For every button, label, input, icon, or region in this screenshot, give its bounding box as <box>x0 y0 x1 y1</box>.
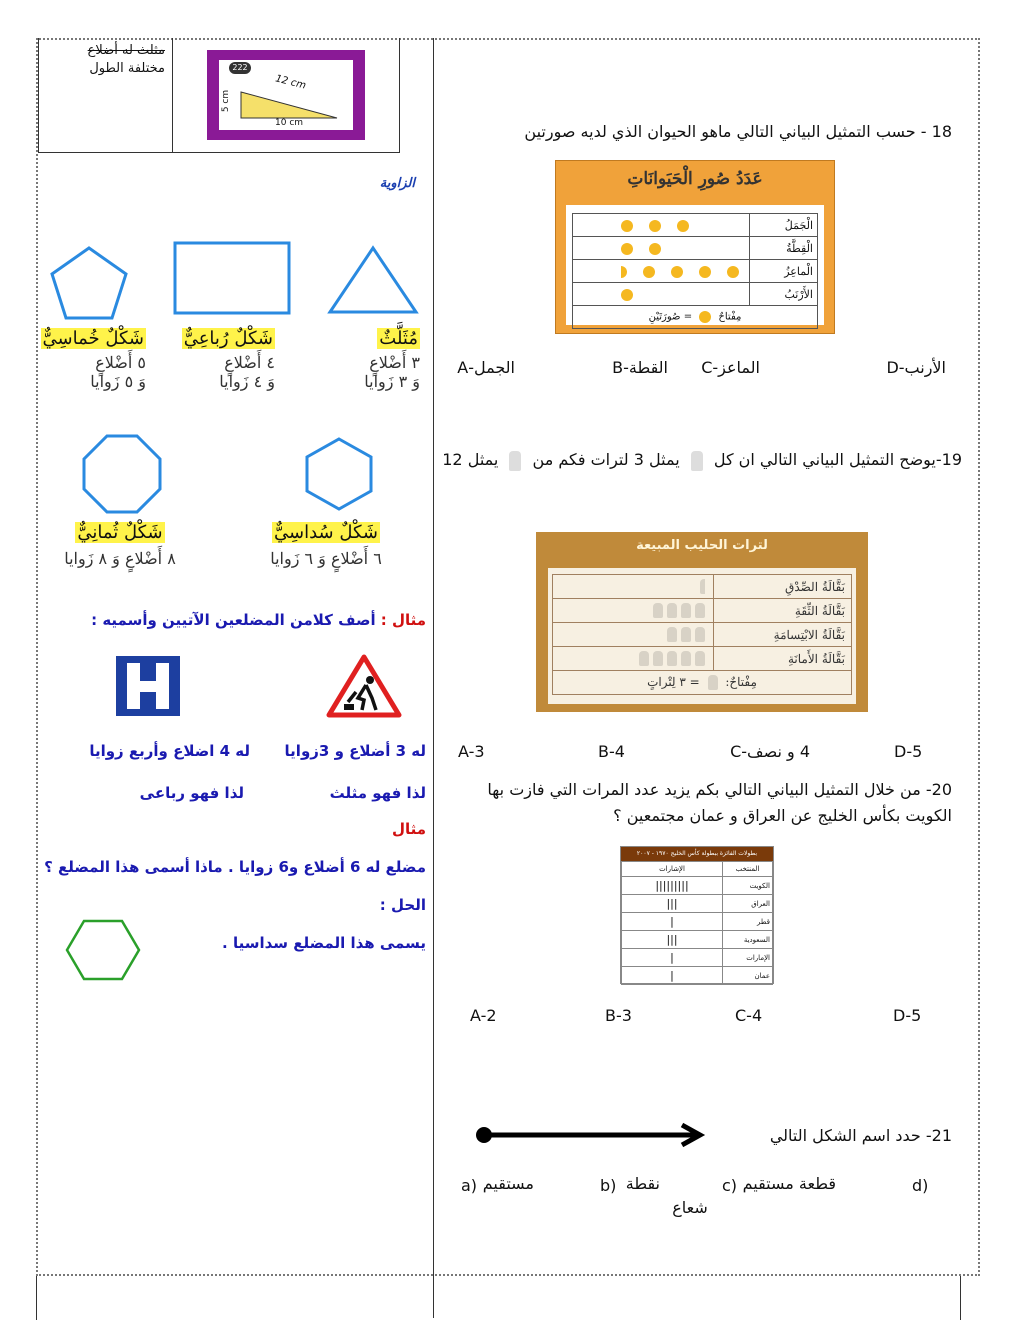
triangle-label-line1: مثلث له أضلاع <box>87 43 165 58</box>
shape-quad-sides: ٤ أَضْلاعٍ <box>224 353 275 372</box>
smiley-icon <box>621 289 633 301</box>
q19-row <box>553 575 852 599</box>
q20-table-title: بطولات الفائزة ببطولة كأس الخليج ١٩٧٠ - ٢٠٠٧ <box>621 847 773 861</box>
side-base-label: 10 cm <box>275 118 304 128</box>
q19-key-label: مِفْتاحٌ: <box>721 675 757 689</box>
side-hyp-label: 12 cm <box>274 73 308 92</box>
q21-option-c[interactable]: قطعة مستقيم <box>742 1174 836 1193</box>
milk-bottle-icon <box>639 651 649 666</box>
triangle-definition-box <box>38 38 400 153</box>
triangle-icon <box>326 244 420 316</box>
q19-row-label: بَقَّالَةُ الابْتِسامَةِ <box>714 623 852 647</box>
milk-bottle-icon <box>681 603 691 618</box>
q18-row <box>573 283 818 306</box>
angle-heading: الزاوية <box>379 176 415 191</box>
desc-triangle: له 3 أضلاع و 3زوايا <box>284 742 426 760</box>
shape-hex-text <box>258 522 394 568</box>
q19-key-value: = ٣ لِتْراتٍ <box>647 675 704 689</box>
shape-triangle-text <box>300 328 420 391</box>
q18-row <box>573 214 818 237</box>
q19-text-a: 19-يوضح التمثيل البياني التالي ان كل <box>713 450 962 469</box>
milk-bottle-icon <box>695 651 705 666</box>
q19-row-label: بَقَّالَةُ الأَمانَةِ <box>714 647 852 671</box>
milk-bottle-icon <box>667 627 677 642</box>
q19-row <box>553 623 852 647</box>
q18-key-row <box>573 306 818 329</box>
hospital-sign-icon <box>116 656 180 716</box>
half-milk-bottle-icon <box>700 579 705 594</box>
concl-triangle: لذا فهو مثلث <box>329 784 426 802</box>
q21-option-a-letter[interactable]: a) <box>461 1176 478 1195</box>
q18-key-value: = صُورَتَيْنِ <box>648 311 696 323</box>
milk-bottle-icon <box>708 675 718 690</box>
q20-tally-table <box>620 846 774 984</box>
concl-square: لذا فهو رباعى <box>139 784 244 802</box>
octagon-icon <box>80 432 164 516</box>
q21-option-a[interactable]: مستقيم <box>482 1174 534 1193</box>
q19-option-b[interactable]: B-4 <box>598 742 625 761</box>
q19-key-row <box>553 671 852 695</box>
shape-oct-text <box>50 522 190 568</box>
triangle-label <box>40 42 165 78</box>
shape-pent-text <box>38 328 146 391</box>
solution-text: يسمى هذا المضلع سداسيا . <box>222 934 426 952</box>
column-divider <box>433 38 434 1318</box>
q20-option-a[interactable]: A-2 <box>470 1006 497 1025</box>
smiley-icon <box>649 220 661 232</box>
desc-square: له 4 اضلاع وأربع زوايا <box>89 742 250 760</box>
ray-figure <box>474 1120 714 1150</box>
q20-tally: ||| <box>622 931 723 949</box>
rectangle-icon <box>172 240 292 316</box>
q20-country: الإمارات <box>723 949 773 967</box>
milk-bottle-icon <box>653 603 663 618</box>
milk-bottle-icon <box>691 451 703 471</box>
shape-triangle-sides: ٣ أَضْلاعٍ <box>369 353 420 372</box>
pentagon-icon <box>48 244 130 322</box>
q19-text-b: يمثل 3 لترات فكم من <box>532 450 680 469</box>
scalene-triangle-image <box>207 50 365 140</box>
q20-tally: | <box>622 949 723 967</box>
example2-text: مضلع له 6 أضلاع و6 زوايا . ماذا أسمى هذا المضلع ؟ <box>44 858 426 876</box>
triangle-label-line2: مختلفة الطول <box>89 61 165 76</box>
milk-bottle-icon <box>695 627 705 642</box>
q20-tally: ||||||||| <box>622 877 723 895</box>
q20-country: العراق <box>723 895 773 913</box>
q19-row <box>553 599 852 623</box>
milk-bottle-icon <box>667 603 677 618</box>
shape-hex-name: شَكْلٌ سُداسِيٌّ <box>274 522 378 543</box>
smiley-icon <box>621 220 633 232</box>
q19-row-label: بَقَّالَةُ الصِّدْقِ <box>714 575 852 599</box>
q18-option-d[interactable]: الأرنب-D <box>886 358 946 377</box>
q18-option-c[interactable]: الماعز-C <box>701 358 760 377</box>
q20-country: الكويت <box>723 877 773 895</box>
q21-text: 21- حدد اسم الشكل التالي <box>769 1126 952 1145</box>
q18-option-b[interactable]: القطة-B <box>612 358 668 377</box>
bottom-left-rule <box>36 1276 37 1320</box>
q20-tally: | <box>622 913 723 931</box>
q20-row <box>622 913 773 931</box>
example1-text: أصف كلامن المضلعين الآتيين وأسميه : <box>91 611 376 629</box>
q21-option-d[interactable]: شعاع <box>672 1198 708 1217</box>
q20-option-c[interactable]: C-4 <box>735 1006 763 1025</box>
q20-col-wins: الإشارات <box>622 862 723 877</box>
q18-option-a[interactable]: الجمل-A <box>457 358 515 377</box>
smiley-icon <box>727 266 739 278</box>
q20-tally: ||| <box>622 895 723 913</box>
shape-pent-sides: ٥ أَضْلاعٍ <box>95 353 146 372</box>
smiley-icon <box>677 220 689 232</box>
half-smiley-icon <box>621 266 627 278</box>
q19-row <box>553 647 852 671</box>
smiley-icon <box>621 243 633 255</box>
q21-option-b[interactable]: نقطة <box>625 1174 660 1193</box>
q20-header-row <box>622 862 773 877</box>
q20-row <box>622 949 773 967</box>
q19-pictograph-table <box>552 574 852 695</box>
milk-bottle-icon <box>509 451 521 471</box>
smiley-icon <box>699 266 711 278</box>
hexagon-icon <box>304 436 374 512</box>
q20-col-country: المنتخب <box>723 862 773 877</box>
q18-row <box>573 260 818 283</box>
shape-pent-angles: وَ ٥ زَوايا <box>90 372 146 391</box>
badge: 222 <box>229 62 251 74</box>
q19-row-label: بَقَّالَةُ الثِّقَةِ <box>714 599 852 623</box>
q21-option-d-letter[interactable]: d) <box>912 1176 929 1195</box>
milk-bottle-icon <box>695 603 705 618</box>
q19-text <box>432 450 962 471</box>
q20-option-d[interactable]: D-5 <box>893 1006 922 1025</box>
q19-pictograph <box>536 532 868 712</box>
shape-triangle-name: مُثَلَّثٌ <box>379 328 418 349</box>
shape-triangle-angles: وَ ٣ زَوايا <box>364 372 420 391</box>
side-height-label: 5 cm <box>221 89 232 113</box>
q18-chart-title: عَدَدُ صُورِ الْحَيَوانَاتِ <box>627 169 763 189</box>
shape-oct-sides: ٨ أَضْلاعٍ وَ ٨ زَوايا <box>64 549 176 568</box>
q18-row-label: الْجَمَلُ <box>750 214 818 237</box>
q20-text-line2: الكويت بكأس الخليج عن العراق و عمان مجتمعين ؟ <box>613 806 952 825</box>
q20-country: السعودية <box>723 931 773 949</box>
smiley-icon <box>671 266 683 278</box>
q20-row <box>622 877 773 895</box>
q21-option-c-letter[interactable]: c) <box>722 1176 738 1195</box>
smiley-icon <box>699 311 711 323</box>
example1-label: مثال : <box>380 611 426 629</box>
shape-pent-name: شَكْلٌ خُماسِيٌّ <box>42 328 144 349</box>
q20-row <box>622 895 773 913</box>
q20-table-body <box>621 861 773 985</box>
green-hexagon-icon <box>64 918 142 982</box>
q19-option-c[interactable]: 4 و نصف-C <box>730 742 810 761</box>
q20-row <box>622 967 773 985</box>
milk-bottle-icon <box>681 627 691 642</box>
q18-row-label: الأَرْنَبُ <box>750 283 818 306</box>
solution-label: الحل : <box>379 896 426 914</box>
q18-key-label: مِفْتاحٌ <box>715 311 742 323</box>
q19-text-c: يمثل 12 <box>442 450 499 469</box>
shape-quad-name: شَكْلٌ رُباعِيٌّ <box>183 328 273 349</box>
q18-pictograph-table <box>572 213 818 329</box>
example2-label: مثال <box>391 820 426 838</box>
q18-pictograph <box>555 160 835 334</box>
q20-country: قطر <box>723 913 773 931</box>
shape-oct-name: شَكْلٌ ثُمانِيٌّ <box>77 522 163 543</box>
milk-bottle-icon <box>653 651 663 666</box>
q20-option-b[interactable]: B-3 <box>605 1006 632 1025</box>
milk-bottle-icon <box>681 651 691 666</box>
q20-tally: | <box>622 967 723 985</box>
milk-bottle-icon <box>667 651 677 666</box>
example1-line <box>60 610 426 629</box>
q21-option-b-letter[interactable]: b) <box>600 1176 617 1195</box>
bottom-right-rule <box>960 1276 961 1320</box>
road-work-sign-icon <box>326 654 402 718</box>
q18-row-label: الْقِطَّةُ <box>750 237 818 260</box>
q20-row <box>622 931 773 949</box>
q19-option-a[interactable]: A-3 <box>458 742 485 761</box>
q18-row <box>573 237 818 260</box>
shape-quad-angles: وَ ٤ زَوايا <box>219 372 275 391</box>
q19-option-d[interactable]: D-5 <box>894 742 923 761</box>
q20-country: عمان <box>723 967 773 985</box>
q20-text-line1: 20- من خلال التمثيل البياني التالي بكم يزيد عدد المرات التي فازت بها <box>487 780 952 799</box>
q18-text: 18 - حسب التمثيل البياني التالي ماهو الحيوان الذي لديه صورتين <box>524 122 952 141</box>
q19-chart-title: لترات الحليب المبيعة <box>636 538 768 553</box>
smiley-icon <box>649 243 661 255</box>
smiley-icon <box>643 266 655 278</box>
shape-quad-text <box>150 328 275 391</box>
q18-row-label: الْماعِزُ <box>750 260 818 283</box>
shape-hex-sides: ٦ أَضْلاعٍ وَ ٦ زَوايا <box>270 549 382 568</box>
